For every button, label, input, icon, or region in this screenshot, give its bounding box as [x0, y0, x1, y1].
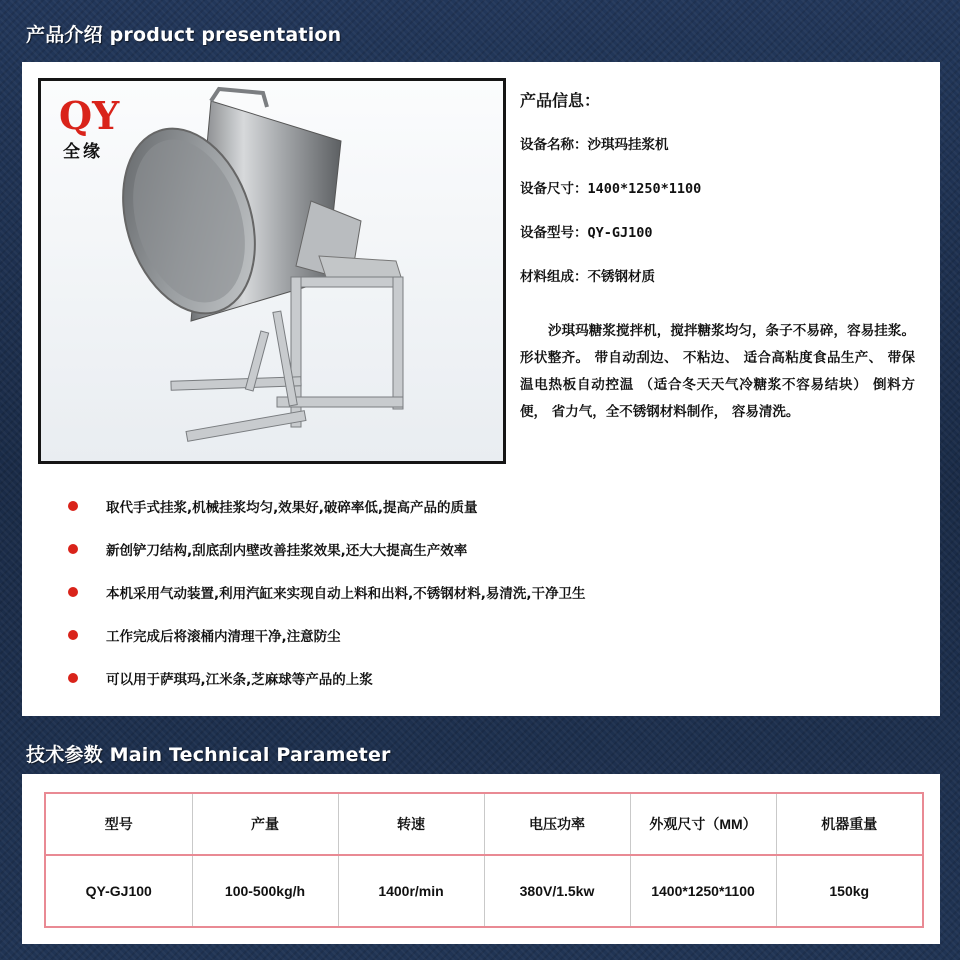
product-description: 沙琪玛糖浆搅拌机，搅拌糖浆均匀，条子不易碎，容易挂浆。 形状整齐。 带自动刮边、 不粘边、 适合高粘度食品生产、 带保温电热板自动控温 （适合冬天天气冷糖浆不容易结块） 倒料方便， 省力气，全不锈钢材料制作， 容易清洗。 [520, 323, 915, 420]
cell-output: 100-500kg/h [192, 855, 338, 926]
info-heading: 产品信息： [520, 91, 601, 110]
info-row-model: 设备型号：QY-GJ100 [520, 225, 653, 241]
cell-model: QY-GJ100 [85, 883, 152, 899]
feature-item: 本机采用气动装置,利用汽缸来实现自动上料和出料,不锈钢材料,易清洗,干净卫生 [68, 570, 928, 613]
info-row-name: 设备名称：沙琪玛挂浆机 [520, 137, 669, 153]
header-power: 电压功率 [484, 794, 630, 855]
feature-list [68, 484, 928, 699]
header-output: 产量 [192, 794, 338, 855]
bullet-dot-icon [68, 630, 78, 640]
feature-item: 工作完成后将滚桶内清理干净,注意防尘 [68, 613, 928, 656]
info-row-material: 材料组成：不锈钢材质 [520, 269, 655, 285]
bullet-dot-icon [68, 587, 78, 597]
header-dimensions: 外观尺寸（MM） [630, 794, 776, 855]
params-table [46, 794, 922, 926]
header-speed: 转速 [338, 794, 484, 855]
cell-weight: 150kg [776, 855, 922, 926]
cell-speed: 1400r/min [338, 855, 484, 926]
logo-mark: QY [59, 93, 120, 138]
feature-item: 新创铲刀结构,刮底刮内壁改善挂浆效果,还大大提高生产效率 [68, 527, 928, 570]
cell-power: 380V/1.5kw [484, 855, 630, 926]
section-title-product: 产品介绍 product presentation [26, 24, 342, 46]
cell-dimensions: 1400*1250*1100 [630, 855, 776, 926]
feature-item: 可以用于萨琪玛,江米条,芝麻球等产品的上浆 [68, 656, 928, 699]
section-title-params: 技术参数 Main Technical Parameter [26, 744, 391, 766]
feature-item: 取代手式挂浆,机械挂浆均匀,效果好,破碎率低,提高产品的质量 [68, 484, 928, 527]
header-model: 型号 [46, 794, 192, 855]
logo-name: 全缘 [63, 142, 103, 162]
params-panel [22, 774, 940, 944]
bullet-dot-icon [68, 501, 78, 511]
product-panel [22, 62, 940, 716]
header-weight: 机器重量 [776, 794, 922, 855]
product-info [520, 88, 925, 309]
params-table-frame [44, 792, 924, 928]
bullet-dot-icon [68, 673, 78, 683]
product-photo [38, 78, 506, 464]
bullet-dot-icon [68, 544, 78, 554]
info-row-size: 设备尺寸：1400*1250*1100 [520, 181, 702, 197]
table-row [46, 855, 922, 926]
table-header-row [46, 794, 922, 855]
